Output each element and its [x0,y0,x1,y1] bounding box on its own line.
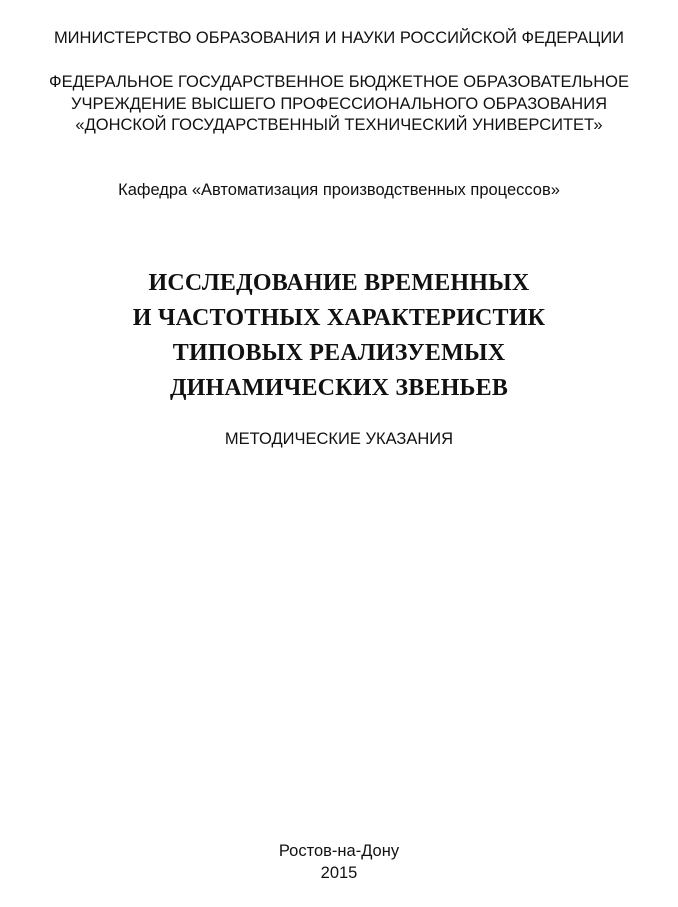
publication-year: 2015 [320,864,358,882]
title-line: ИССЛЕДОВАНИЕ ВРЕМЕННЫХ [148,270,530,296]
document-title [0,266,678,406]
publication-city: Ростов-на-Дону [278,842,400,860]
title-line: ДИНАМИЧЕСКИХ ЗВЕНЬЕВ [169,375,509,401]
title-line: И ЧАСТОТНЫХ ХАРАКТЕРИСТИК [132,305,546,331]
department-name: Кафедра «Автоматизация производственных процессов» [118,181,560,199]
institution-name [0,72,678,137]
institution-line: ФЕДЕРАЛЬНОЕ ГОСУДАРСТВЕННОЕ БЮДЖЕТНОЕ ОБРАЗОВАТЕЛЬНОЕ [49,73,629,91]
institution-line: «ДОНСКОЙ ГОСУДАРСТВЕННЫЙ ТЕХНИЧЕСКИЙ УНИВЕРСИТЕТ» [75,116,603,134]
document-subtitle: МЕТОДИЧЕСКИЕ УКАЗАНИЯ [224,430,454,448]
ministry-heading: МИНИСТЕРСТВО ОБРАЗОВАНИЯ И НАУКИ РОССИЙСКОЙ ФЕДЕРАЦИИ [53,29,625,47]
title-line: ТИПОВЫХ РЕАЛИЗУЕМЫХ [172,340,506,366]
institution-line: УЧРЕЖДЕНИЕ ВЫСШЕГО ПРОФЕССИОНАЛЬНОГО ОБРАЗОВАНИЯ [70,94,608,113]
